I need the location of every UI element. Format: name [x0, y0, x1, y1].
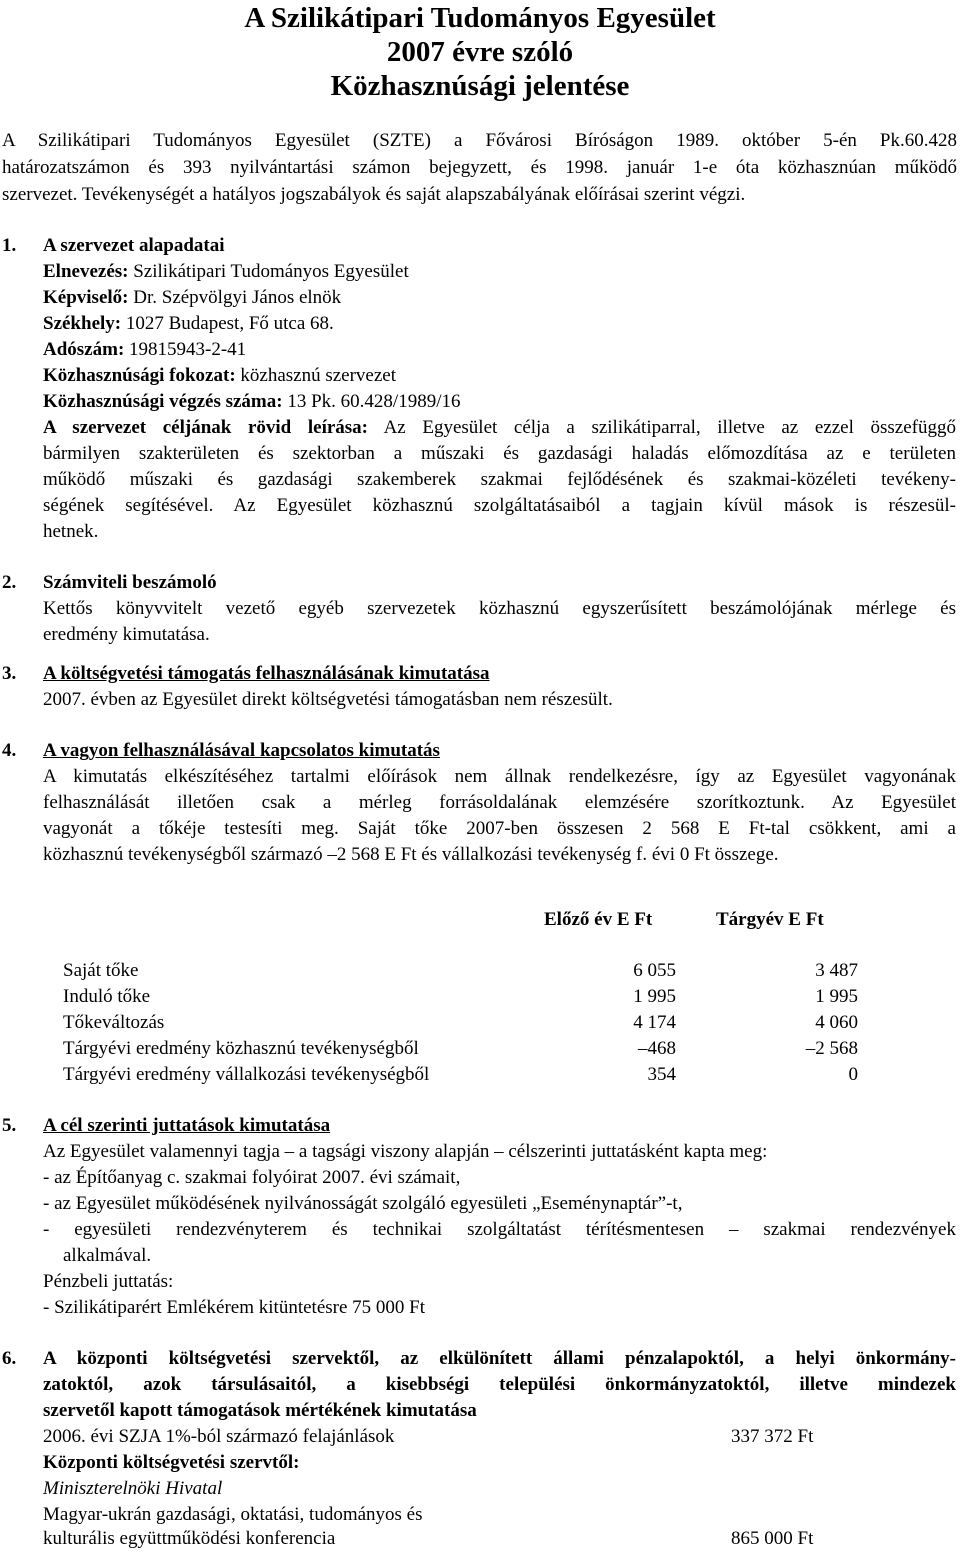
ministry-name: Miniszterelnöki Hivatal: [43, 1478, 223, 1499]
table-row-label: Tárgyévi eredmény vállalkozási tevékenységből: [63, 1064, 430, 1085]
goal-line-5: hetnek.: [43, 521, 99, 542]
section-5-bullet-2: - az Egyesület működésének nyilvánosságát szolgáló egyesületi „Eseménynaptár”-t,: [43, 1193, 683, 1214]
section-5-bullet-1: - az Építőanyag c. szakmai folyóirat 2007. évi számait,: [43, 1167, 461, 1188]
seat-label: Székhely:: [43, 313, 122, 334]
section-4-line-2: felhasználását illetően csak a mérleg forrásoldalának elemzésére szorítkoztunk. Az Egyesület: [43, 792, 956, 813]
section-5-bullet-3: - egyesületi rendezvényterem és technikai szolgáltatást térítésmentesen – szakmai rendezvények: [43, 1219, 956, 1240]
goal-text-1: Az Egyesület célja a szilikátiparral, illetve az ezzel összefüggő: [368, 417, 956, 438]
section-3-line-1: 2007. évben az Egyesület direkt költségvetési támogatásban nem részesült.: [43, 689, 613, 710]
table-row-label: Saját tőke: [63, 960, 139, 981]
table-row-label: Induló tőke: [63, 986, 151, 1007]
table-row-prev: 1 995: [633, 986, 676, 1007]
intro-line-1: A Szilikátipari Tudományos Egyesület (SZTE) a Fővárosi Bíróságon 1989. október 5-én Pk.60.428: [2, 130, 957, 151]
section-5-bullet-4: - Szilikátiparért Emlékérem kitüntetésre 75 000 Ft: [43, 1297, 426, 1318]
goal-label: A szervezet céljának rövid leírása:: [43, 417, 369, 438]
section-2-number: 2.: [2, 572, 17, 593]
section-4-number: 4.: [2, 740, 17, 761]
intro-line-3: szervezet. Tevékenységét a hatályos jogszabályok és saját alapszabályának előírásai szerint végzi.: [2, 184, 746, 205]
representative-label: Képviselő:: [43, 287, 129, 308]
section-5-heading: A cél szerinti juttatások kimutatása: [43, 1115, 331, 1136]
section-4-line-3: vagyonát a tőkéje testesíti meg. Saját tőke 2007-ben összesen 2 568 E Ft-tal csökkent, ami a: [43, 818, 956, 839]
order-label: Közhasznúsági végzés száma:: [43, 391, 283, 412]
section-2-line-2: eredmény kimutatása.: [43, 624, 210, 645]
intro-line-2: határozatszámon és 393 nyilvántartási számon bejegyzett, és 1998. január 1-e óta közhasznúan működő: [2, 157, 957, 178]
section-4-line-1: A kimutatás elkészítéséhez tartalmi előírások nem állnak rendelkezésre, így az Egyesület vagyonának: [43, 766, 956, 787]
szja-value: 337 372 Ft: [731, 1426, 814, 1447]
tax-value: 19815943-2-41: [124, 339, 247, 360]
representative-row: [43, 285, 341, 311]
section-2-heading: Számviteli beszámoló: [43, 572, 217, 593]
section-1-heading: A szervezet alapadatai: [43, 235, 225, 256]
section-1-number: 1.: [2, 235, 17, 256]
seat-value: 1027 Budapest, Fő utca 68.: [121, 313, 334, 334]
section-5-bullet-3-cont: alkalmával.: [63, 1245, 152, 1266]
section-3-number: 3.: [2, 663, 17, 684]
table-row-curr: –2 568: [805, 1038, 858, 1059]
name-value: Szilikátipari Tudományos Egyesület: [128, 261, 409, 282]
section-5-line-1: Az Egyesület valamennyi tagja – a tagsági viszony alapján – célszerinti juttatásként kapta meg:: [43, 1141, 768, 1162]
level-label: Közhasznúsági fokozat:: [43, 365, 236, 386]
table-row-prev: 4 174: [633, 1012, 676, 1033]
conference-line-2: kulturális együttműködési konferencia: [43, 1528, 336, 1549]
table-row-curr: 4 060: [815, 1012, 858, 1033]
title-line-2: 2007 évre szóló: [386, 36, 574, 68]
table-row-label: Tárgyévi eredmény közhasznú tevékenységből: [63, 1038, 419, 1059]
seat-row: [43, 311, 334, 337]
goal-line-1: [43, 415, 956, 441]
section-6-heading-line-1: A központi költségvetési szervektől, az elkülönített állami pénzalapoktól, a helyi önkormány-: [43, 1348, 956, 1369]
section-6-heading-line-3: szervetől kapott támogatások mértékének kimutatása: [43, 1400, 477, 1421]
table-row-prev: 354: [647, 1064, 676, 1085]
table-row-label: Tőkeváltozás: [63, 1012, 165, 1033]
title-line-1: A Szilikátipari Tudományos Egyesület: [244, 2, 716, 34]
section-6-heading-line-2: zatoktól, azok társulásaitól, a kisebbségi települési önkormányzatoktól, illetve mindezek: [43, 1374, 956, 1395]
conference-line-1: Magyar-ukrán gazdasági, oktatási, tudományos és: [43, 1504, 423, 1525]
table-header-curr: Tárgyév E Ft: [716, 909, 824, 930]
goal-line-3: működő műszaki és gazdasági szakemberek szakmai fejlődésének és szakmai-közéleti tevékeny-: [43, 469, 956, 490]
name-label: Elnevezés:: [43, 261, 129, 282]
section-3-heading: A költségvetési támogatás felhasználásának kimutatása: [43, 663, 490, 684]
section-5-number: 5.: [2, 1115, 17, 1136]
section-6-number: 6.: [2, 1348, 17, 1369]
section-2-line-1: Kettős könyvvitelt vezető egyéb szervezetek közhasznú egyszerűsített beszámolójának mérlege és: [43, 598, 956, 619]
tax-label: Adószám:: [43, 339, 125, 360]
level-value: közhasznú szervezet: [235, 365, 397, 386]
conference-value: 865 000 Ft: [731, 1528, 814, 1549]
tax-row: [43, 337, 246, 363]
goal-line-2: bármilyen szakterületen és szektorban a műszaki és gazdasági haladás előmozdítása az e területen: [43, 443, 956, 464]
section-4-line-4: közhasznú tevékenységből származó –2 568 E Ft és vállalkozási tevékenység f. évi 0 Ft összege.: [43, 844, 779, 865]
table-row-prev: 6 055: [633, 960, 676, 981]
level-row: [43, 363, 396, 389]
table-row-curr: 1 995: [815, 986, 858, 1007]
section-4-heading: A vagyon felhasználásával kapcsolatos kimutatás: [43, 740, 440, 761]
cash-benefit-label: Pénzbeli juttatás:: [43, 1271, 174, 1292]
name-row: [43, 259, 409, 285]
central-budget-label: Központi költségvetési szervtől:: [43, 1452, 300, 1473]
representative-value: Dr. Szépvölgyi János elnök: [128, 287, 342, 308]
table-row-prev: –468: [638, 1038, 676, 1059]
title-line-3: Közhasznúsági jelentése: [330, 70, 630, 102]
table-row-curr: 0: [848, 1064, 858, 1085]
table-row-curr: 3 487: [815, 960, 858, 981]
goal-line-4: ségének segítésével. Az Egyesület közhasznú szolgáltatásaiból a tagjain kívül mások is részesül-: [43, 495, 956, 516]
szja-label: 2006. évi SZJA 1%-ból származó felajánlások: [43, 1426, 395, 1447]
table-header-prev: Előző év E Ft: [544, 909, 653, 930]
order-row: [43, 389, 460, 415]
order-value: 13 Pk. 60.428/1989/16: [282, 391, 461, 412]
